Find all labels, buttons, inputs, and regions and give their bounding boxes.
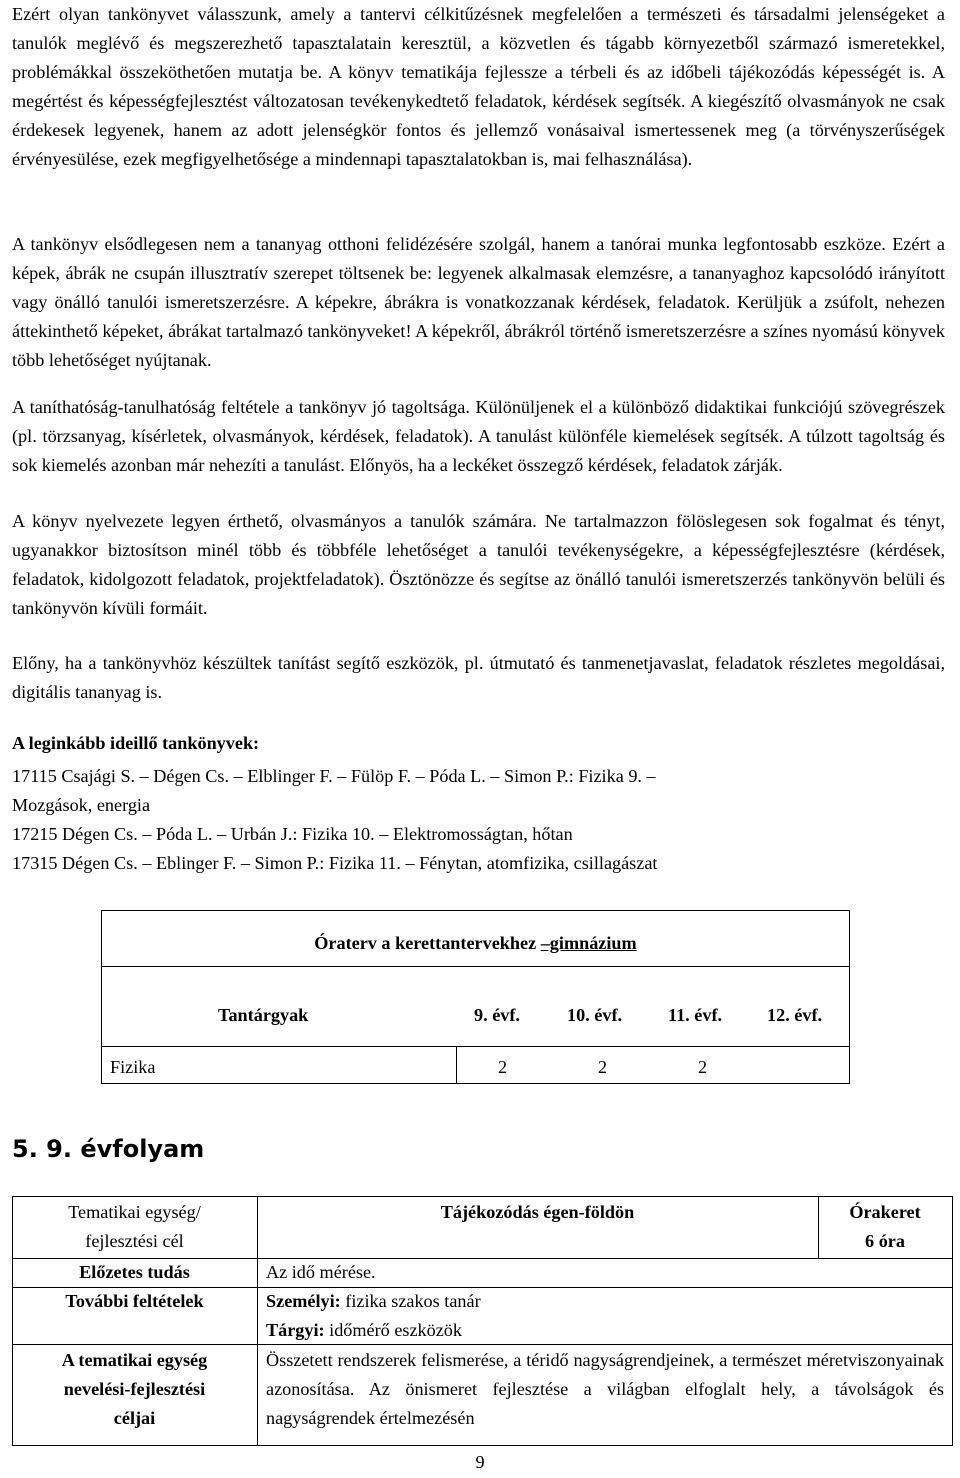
- value-grade-10: 2: [598, 1057, 608, 1077]
- material-line: [266, 1316, 462, 1345]
- hours-label: Órakeret: [849, 1202, 921, 1222]
- material-value: időmérő eszközök: [324, 1320, 462, 1340]
- row-subject-fizika: Fizika: [110, 1057, 156, 1077]
- unit-table: [12, 1196, 953, 1446]
- col1-header: [12, 1198, 257, 1256]
- hours-value: 6 óra: [865, 1231, 905, 1251]
- goals-label-line: nevelési-fejlesztési: [63, 1379, 206, 1399]
- header-grade-10: 10. évf.: [567, 1005, 623, 1025]
- table-border: [952, 1196, 953, 1446]
- header-subjects: Tantárgyak: [218, 1005, 309, 1025]
- prereq-value: Az idő mérése.: [266, 1262, 376, 1282]
- hours-cell: [818, 1198, 952, 1256]
- personal-label: Személyi:: [266, 1291, 341, 1311]
- header-grade-9: 9. évf.: [474, 1005, 520, 1025]
- oraterv-title-main: Óraterv a kerettantervekhez: [314, 933, 541, 953]
- textbooks-heading: A leginkább ideillő tankönyvek:: [12, 733, 260, 753]
- material-label: Tárgyi:: [266, 1320, 325, 1340]
- section-title: 5. 9. évfolyam: [12, 1135, 205, 1163]
- value-grade-11: 2: [698, 1057, 708, 1077]
- table-border: [12, 1445, 953, 1446]
- oraterv-title-underlined: –gimnázium: [540, 933, 637, 953]
- textbook-line: 17315 Dégen Cs. – Eblinger F. – Simon P.: Fizika 11. – Fénytan, atomfizika, csillagászat: [12, 853, 658, 873]
- header-grade-12: 12. évf.: [767, 1005, 823, 1025]
- goals-label: [12, 1346, 257, 1433]
- paragraph-textbook-role: A tankönyv elsődlegesen nem a tananyag otthoni felidézésére szolgál, hanem a tanórai munka legfontosabb eszköze. Ezért a képek, ábrák ne csupán illusztratív szerepet töltsenek be: legyenek alkalmasak elemzésre, a tananyaghoz kapcsolódó irányított vagy önálló tanulói ismeretszerzésre. A képekre, ábrákra is vonatkozzanak kérdések, feladatok. Kerüljük a zsúfolt, nehezen áttekinthető képeket, ábrákat tartalmazó tankönyveket! A képekről, ábrákról történő ismeretszerzésre a színes nyomású könyvek több lehetőséget nyújtanak.: [12, 234, 945, 370]
- value-grade-9: 2: [498, 1057, 508, 1077]
- table-border: [12, 1344, 953, 1345]
- page-number: 9: [475, 1452, 485, 1472]
- paragraph-textbook-selection: Ezért olyan tankönyvet válasszunk, amely a tantervi célkitűzésnek megfelelően a természeti és társadalmi jelenségeket a tanulók meglévő és megszerezhető tapasztalatain keresztül, a közvetlen és tágabb környezetből származó ismeretekkel, problémákkal összeköthetően mutatja be. A könyv tematikája fejlessze a térbeli és az időbeli tájékozódás képességét is. A megértést és képességfejlesztést változatosan tevékenykedtető feladatok, kérdések segítsék. A kiegészítő olvasmányok ne csak érdekesek legyenek, hanem az adott jelenségkör fontos és jellemző vonásaival ismertessenek meg (a törvényszerűségek érvényesülése, ezek megfigyelhetősége a mindennapi tapasztalatokban is, mai felhasználása).: [12, 4, 945, 169]
- table-border: [257, 1196, 258, 1446]
- prereq-label: Előzetes tudás: [79, 1262, 190, 1282]
- table-border: [12, 1196, 953, 1197]
- textbook-line: 17115 Csajági S. – Dégen Cs. – Elblinger F. – Fülöp F. – Póda L. – Simon P.: Fizika 9. –: [12, 766, 656, 786]
- personal-line: [266, 1287, 481, 1316]
- paragraph-tools: Előny, ha a tankönyvhöz készültek tanítást segítő eszközök, pl. útmutató és tanmenetjavaslat, feladatok részletes megoldásai, digitális tananyag is.: [12, 653, 945, 702]
- goals-label-line: céljai: [113, 1408, 156, 1428]
- paragraph-language: A könyv nyelvezete legyen érthető, olvasmányos a tanulók számára. Ne tartalmazzon fölöslegesen sok fogalmat és tényt, ugyanakkor biztosítson minél több és többféle lehetőséget a tanulói tevékenységekre, a képességfejlesztésre (kérdések, feladatok, kidolgozott feladatok, projektfeladatok). Ösztönözze és segítse az önálló tanulói ismeretszerzés tankönyvön belüli és tankönyvön kívüli formáit.: [12, 511, 945, 618]
- textbook-line: Mozgások, energia: [12, 795, 151, 815]
- goals-value: Összetett rendszerek felismerése, a téridő nagyságrendjeinek, a természet méretviszonyainak azonosítása. Az önismeret fejlesztése a világban elfoglalt hely, a távolságok és nagyságrendek értelmezésén: [266, 1350, 944, 1428]
- goals-label-line: A tematikai egység: [61, 1350, 208, 1370]
- personal-value: fizika szakos tanár: [340, 1291, 481, 1311]
- col1-header-line: Tematikai egység/: [68, 1202, 201, 1222]
- oraterv-row-divider: [102, 1046, 849, 1047]
- col1-header-line: fejlesztési cél: [85, 1231, 184, 1251]
- textbook-line: 17215 Dégen Cs. – Póda L. – Urbán J.: Fizika 10. – Elektromosságtan, hőtan: [12, 824, 573, 844]
- further-label: További feltételek: [65, 1291, 204, 1311]
- oraterv-table: [101, 910, 850, 1084]
- header-grade-11: 11. évf.: [668, 1005, 723, 1025]
- oraterv-title: [102, 933, 849, 954]
- oraterv-divider: [102, 966, 849, 967]
- paragraph-structure: A taníthatóság-tanulhatóság feltétele a tankönyv jó tagoltsága. Különüljenek el a különböző didaktikai funkciójú szövegrészek (pl. törzsanyag, kísérletek, olvasmányok, kérdések, feladatok). A tanulást különféle kiemelések segítsék. A túlzott tagoltság és sok kiemelés azonban már nehezíti a tanulást. Előnyös, ha a leckéket összegző kérdések, feladatok zárják.: [12, 397, 945, 475]
- unit-topic: Tájékozódás égen-földön: [440, 1202, 635, 1222]
- oraterv-col-divider: [456, 1046, 457, 1084]
